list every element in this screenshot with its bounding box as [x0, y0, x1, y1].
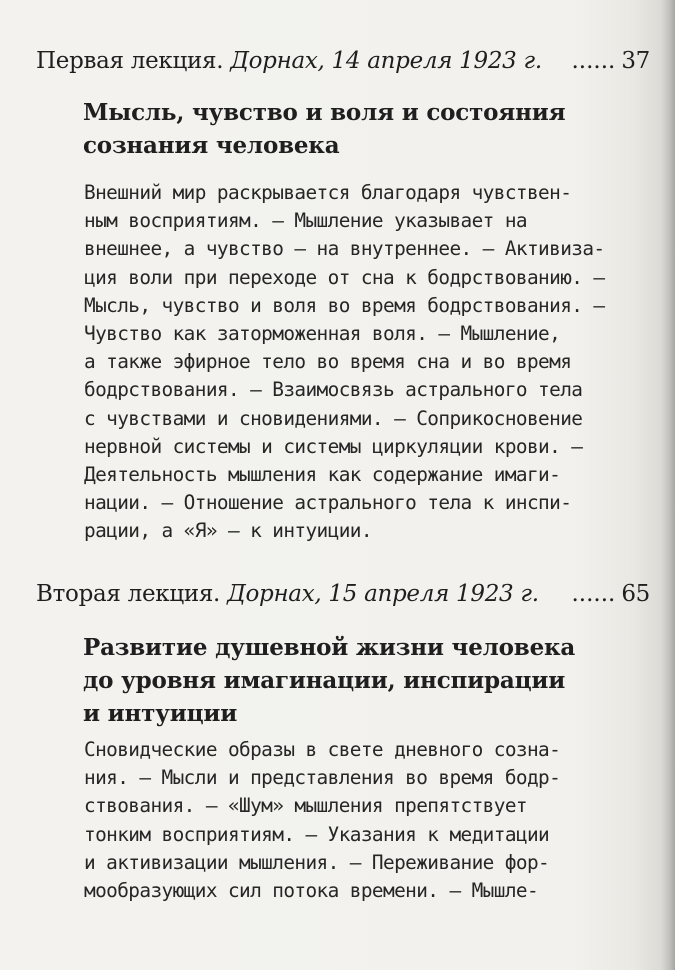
summary-line: ция воли при переходе от сна к бодрствованию. —	[84, 265, 605, 289]
summary-line: нервной системы и системы циркуляции крови. —	[84, 434, 583, 458]
title-line: сознания человека	[83, 132, 340, 159]
summary-line: и активизации мышления. — Переживание фор-	[84, 850, 550, 874]
lecture-heading-1	[36, 46, 650, 76]
title-line: и интуиции	[83, 700, 238, 727]
summary-line: ния. — Мысли и представления во время бодр-	[84, 766, 561, 790]
summary-line: рации, а «Я» — к интуиции.	[84, 519, 372, 543]
leader-dots	[543, 579, 616, 609]
summary-line: нации. — Отношение астрального тела к инспи-	[84, 491, 572, 515]
page-number: 37	[621, 48, 650, 74]
lecture-title-2	[83, 631, 643, 730]
page-edge-shadow	[661, 0, 675, 970]
lecture-place-date: Дорнах, 14 апреля 1923 г.	[230, 48, 542, 74]
lecture-summary-1	[84, 179, 644, 546]
lecture-label: Вторая лекция.	[36, 581, 221, 607]
summary-line: ствования. — «Шум» мышления препятствует	[84, 794, 527, 818]
summary-line: Деятельность мышления как содержание имаги-	[84, 463, 561, 487]
summary-line: Внешний мир раскрывается благодаря чувствен-	[84, 181, 572, 204]
title-line: до уровня имагинации, инспирации	[83, 667, 566, 694]
summary-line: Мысль, чувство и воля во время бодрствования. —	[84, 293, 605, 317]
leader-dots	[546, 46, 615, 76]
page-number: 65	[621, 581, 650, 607]
summary-line: бодрствования. — Взаимосвязь астрального тела	[84, 378, 583, 402]
lecture-title-1	[83, 96, 643, 162]
summary-line: Сновидческие образы в свете дневного созна-	[84, 738, 561, 761]
summary-line: мообразующих сил потока времени. — Мышле-	[84, 879, 539, 903]
lecture-heading-2	[36, 579, 650, 609]
lecture-place-date: Дорнах, 15 апреля 1923 г.	[227, 581, 539, 607]
title-line: Развитие душевной жизни человека	[83, 634, 576, 661]
summary-line: внешнее, а чувство — на внутреннее. — Активиза-	[84, 237, 605, 261]
summary-line: тонким восприятиям. — Указания к медитации	[84, 822, 550, 846]
summary-line: а также эфирное тело во время сна и во время	[84, 350, 572, 374]
summary-line: Чувство как заторможенная воля. — Мышление,	[84, 322, 561, 346]
title-line: Мысль, чувство и воля и состояния	[83, 99, 566, 126]
lecture-summary-2	[84, 736, 644, 905]
lecture-label: Первая лекция.	[36, 48, 224, 74]
summary-line: ным восприятиям. — Мышление указывает на	[84, 209, 527, 233]
summary-line: с чувствами и сновидениями. — Соприкосновение	[84, 406, 583, 430]
